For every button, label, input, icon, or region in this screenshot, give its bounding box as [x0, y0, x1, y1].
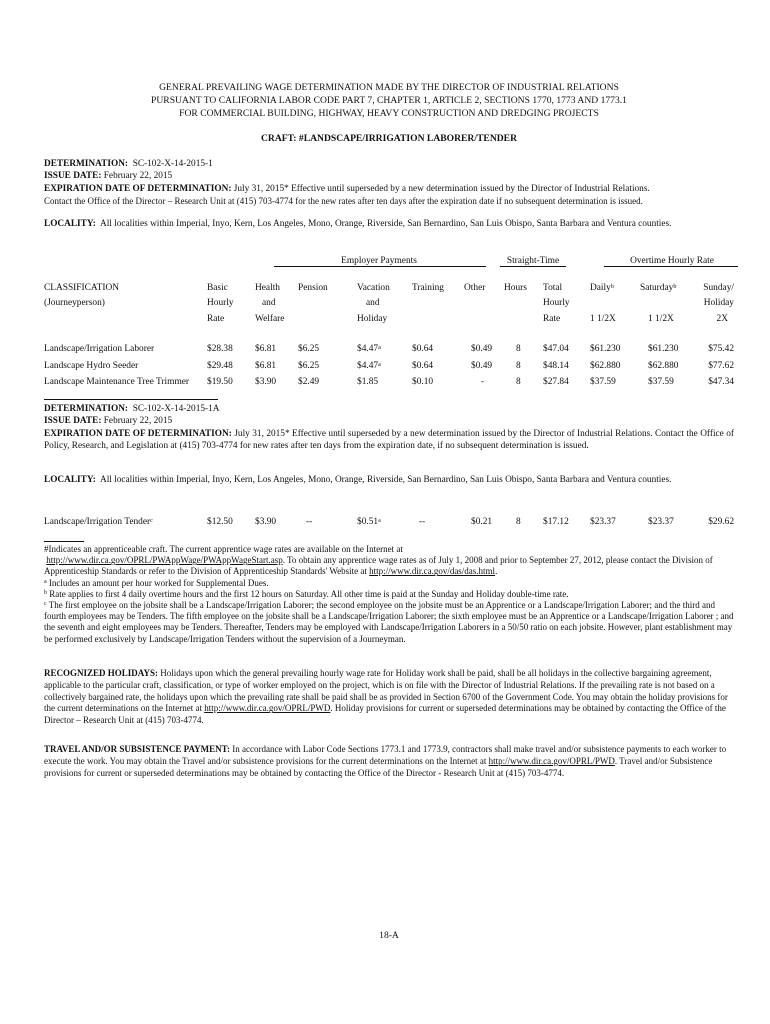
- row-classification-footnote: c: [150, 518, 153, 524]
- row-training: --: [419, 517, 426, 527]
- holidays-block: [44, 668, 734, 727]
- row-classification: Landscape Hydro Seeder: [44, 361, 139, 371]
- row-health: $3.90: [255, 517, 277, 527]
- das-link[interactable]: http://www.dir.ca.gov/das/das.html: [369, 566, 496, 577]
- row-total: $48.14: [543, 361, 569, 371]
- determination-2-line: [44, 403, 734, 415]
- row-classification: [44, 516, 153, 528]
- group-header-employer-payments: Employer Payments: [341, 256, 417, 266]
- col-basic-1: Basic: [207, 283, 228, 293]
- col-vacation-2: and: [366, 298, 380, 308]
- group-header-overtime: Overtime Hourly Rate: [630, 256, 714, 266]
- locality-2-block: [44, 474, 734, 486]
- row-vacation: [357, 516, 381, 528]
- row-daily: $61.230: [590, 344, 621, 354]
- determination-label: DETERMINATION:: [44, 404, 129, 414]
- col-sunday-2: Holiday: [703, 298, 734, 308]
- row-health: $3.90: [255, 377, 277, 387]
- row-total: $17.12: [543, 517, 569, 527]
- locality-value: All localities within Imperial, Inyo, Kern, Los Angeles, Mono, Orange, Riverside, San Bernardino, San Luis Obispo, Santa Barbara and Ventura counties.: [99, 475, 672, 485]
- footnote-hash-end: .: [495, 566, 498, 577]
- footnote-c-marker: c: [44, 601, 47, 608]
- footnote-b-text: Rate applies to first 4 daily overtime hours and the first 12 hours on Saturday. All other time is paid at the Sunday and Holiday double-time rate.: [49, 588, 569, 599]
- travel-label: TRAVEL AND/OR SUBSISTENCE PAYMENT:: [44, 744, 230, 754]
- row-vacation-value: $1.85: [357, 377, 379, 387]
- row-vacation-value: $0.51: [357, 517, 379, 527]
- craft-title: CRAFT: #LANDSCAPE/IRRIGATION LABORER/TENDER: [260, 133, 518, 144]
- issue-date-line: [44, 170, 734, 182]
- determination-value: SC-102-X-14-2015-1A: [132, 404, 220, 414]
- expiration-label: EXPIRATION DATE OF DETERMINATION:: [44, 183, 232, 194]
- contact-line: Contact the Office of the Director – Research Unit at (415) 703-4774 for the new rates after ten days after the expiration date if no subsequent determination is issued.: [44, 196, 643, 207]
- row-basic: $29.48: [207, 361, 233, 371]
- issue-date-label: ISSUE DATE:: [44, 171, 102, 182]
- col-total-1: Total: [543, 283, 563, 293]
- group-header-straight-time: Straight-Time: [506, 256, 560, 266]
- row-vacation: [357, 376, 378, 388]
- row-sunday: $47.34: [708, 377, 734, 387]
- col-classification: CLASSIFICATION: [44, 283, 120, 293]
- col-vacation-1: Vacation: [357, 283, 390, 293]
- col-basic-3: Rate: [207, 314, 225, 324]
- row-pension: $2.49: [298, 377, 320, 387]
- footnote-c-text: The first employee on the jobsite shall be a Landscape/Irrigation Laborer; the second employee on the jobsite must be an Apprentice or a Landscape/Irrigation Laborer; and the third and fourth employees may be Tenders. The fifth employee on the jobsite shall be a Landscape/Irrigation Laborer; the sixth employee must be an Apprentice or a Landscape/Irrigation Laborer ; and the seventh and eight employees may be Tenders. Thereafter, Tenders may be employed with Landscape/Irrigation Laborers in a 50/50 ratio on each jobsite. However, plant establishment may be performed exclusively by Landscape/Irrigation Tenders without the supervision of a Journeyman.: [44, 600, 734, 644]
- locality-label: LOCALITY:: [44, 475, 96, 485]
- col-other: Other: [464, 283, 486, 293]
- row-pension: $6.25: [298, 361, 320, 371]
- footnote-c: [44, 600, 734, 645]
- row-hours: 8: [516, 361, 521, 371]
- col-saturday: [640, 282, 676, 294]
- row-health: $6.81: [255, 361, 277, 371]
- row-classification-value: Landscape/Irrigation Tender: [44, 517, 151, 527]
- row-sunday: $75.42: [708, 344, 734, 354]
- expiration-value: July 31, 2015* Effective until superseded by a new determination issued by the Director of Industrial Relations. Contact the Office of Policy, Research, and Legislation at (415) 703-4774 for new rates after ten days from the expiration date, if no subsequent determination is issued.: [44, 428, 735, 452]
- col-daily-footnote: b: [610, 284, 614, 290]
- row-daily: $23.37: [590, 517, 616, 527]
- travel-link[interactable]: http://www.dir.ca.gov/OPRL/PWD: [488, 755, 615, 766]
- page-number: 18-A: [379, 930, 399, 941]
- row-training: $0.64: [412, 344, 434, 354]
- row-classification: Landscape/Irrigation Laborer: [44, 344, 155, 354]
- row-daily: $37.59: [590, 377, 616, 387]
- row-total: $27.84: [543, 377, 569, 387]
- row-vacation-value: $4.47: [357, 344, 379, 354]
- col-sunday-1: Sunday/: [703, 283, 734, 293]
- row-hours: 8: [516, 344, 521, 354]
- issue-date-label: ISSUE DATE:: [44, 416, 102, 427]
- footnotes-block: [44, 544, 734, 645]
- footnote-a-text: Includes an amount per hour worked for Supplemental Dues.: [48, 577, 269, 588]
- locality-label: LOCALITY:: [44, 219, 96, 229]
- row-sunday: $29.62: [708, 517, 734, 527]
- col-health-1: Health: [255, 283, 280, 293]
- col-training: Training: [412, 283, 444, 293]
- footnote-hash: [44, 544, 734, 578]
- row-training: $0.64: [412, 361, 434, 371]
- col-vacation-3: Holiday: [357, 314, 388, 324]
- col-daily-label: Daily: [590, 283, 611, 293]
- apprentice-wage-link[interactable]: http://www.dir.ca.gov/OPRL/PWAppWage/PWAppWageStart.asp: [46, 555, 283, 566]
- row-saturday: $61.230: [648, 344, 679, 354]
- determination-label: DETERMINATION:: [44, 159, 129, 169]
- col-total-3: Rate: [543, 314, 561, 324]
- row-classification: Landscape Maintenance Tree Trimmer: [44, 377, 190, 387]
- row-vacation-footnote: a: [378, 362, 381, 368]
- header-line-1: GENERAL PREVAILING WAGE DETERMINATION MADE BY THE DIRECTOR OF INDUSTRIAL RELATIONS: [159, 82, 619, 93]
- row-basic: $28.38: [207, 344, 233, 354]
- travel-block: [44, 744, 734, 779]
- issue-date-value: February 22, 2015: [103, 416, 173, 427]
- col-health-2: and: [262, 298, 276, 308]
- row-other: $0.49: [471, 361, 493, 371]
- row-hours: 8: [516, 517, 521, 527]
- col-saturday-label: Saturday: [640, 283, 674, 293]
- row-training: $0.10: [412, 377, 434, 387]
- issue-date-value: February 22, 2015: [103, 171, 173, 182]
- row-daily: $62.880: [590, 361, 621, 371]
- footnote-divider: [44, 541, 84, 542]
- travel-text-1: In accordance with Labor Code Sections 1773.1 and 1773.9, contractors shall make travel and/or subsistence payments to each worker to execute the work. You may obtain the Travel and/or subsistence provisions for the current determinations on the Internet at: [44, 744, 727, 766]
- col-daily-rate: 1 1/2X: [590, 314, 616, 324]
- footnote-b-marker: b: [44, 589, 47, 596]
- header-line-3: FOR COMMERCIAL BUILDING, HIGHWAY, HEAVY CONSTRUCTION AND DREDGING PROJECTS: [179, 108, 599, 119]
- row-health: $6.81: [255, 344, 277, 354]
- holidays-label: RECOGNIZED HOLIDAYS:: [44, 668, 158, 678]
- row-pension: $6.25: [298, 344, 320, 354]
- col-saturday-rate: 1 1/2X: [648, 314, 674, 324]
- col-basic-2: Hourly: [207, 298, 234, 308]
- footnote-a-marker: a: [44, 578, 47, 585]
- col-pension: Pension: [298, 283, 328, 293]
- underline-employer-payments: [274, 266, 486, 267]
- col-hours: Hours: [504, 283, 527, 293]
- row-basic: $19.50: [207, 377, 233, 387]
- holidays-text-1: Holidays upon which the general prevailing hourly wage rate for Holiday work shall be paid, shall be all holidays in the collective bargaining agreement, applicable to the particular craft, classification, or type of worker employed on the project, which is on file with the Director of Industrial Relations. If the prevailing rate is not based on a collectively bargained rate, the holidays upon which the prevailing rate shall be paid shall be as provided in Section 6700 of the Government Code. You may obtain the holiday provisions for the current determinations on the Internet at: [44, 668, 728, 714]
- footnote-hash-cont: . To obtain any apprentice wage rates as of July 1, 2008 and prior to September 27, 2012, please contact the Division of Apprenticeship Standards or refer to the Division of Apprenticeship Standards' Website at: [44, 555, 713, 577]
- determination-1-line: [44, 158, 734, 170]
- row-vacation-footnote: a: [378, 345, 381, 351]
- issue-date-line: [44, 415, 734, 427]
- holidays-link[interactable]: http://www.dir.ca.gov/OPRL/PWD: [204, 703, 331, 714]
- footnote-a: [44, 578, 734, 589]
- expiration-value: July 31, 2015* Effective until superseded by a new determination issued by the Director of Industrial Relations.: [233, 183, 650, 194]
- expiration-label: EXPIRATION DATE OF DETERMINATION:: [44, 428, 232, 439]
- underline-overtime: [604, 266, 738, 267]
- footnote-b: [44, 589, 734, 600]
- col-total-2: Hourly: [543, 298, 570, 308]
- row-basic: $12.50: [207, 517, 233, 527]
- row-saturday: $62.880: [648, 361, 679, 371]
- row-total: $47.04: [543, 344, 569, 354]
- col-saturday-footnote: b: [673, 284, 677, 290]
- row-other: $0.49: [471, 344, 493, 354]
- determination-value: SC-102-X-14-2015-1: [132, 159, 213, 169]
- row-hours: 8: [516, 377, 521, 387]
- row-vacation-value: $4.47: [357, 361, 379, 371]
- expiration-line: [44, 428, 734, 453]
- header-line-2: PURSUANT TO CALIFORNIA LABOR CODE PART 7, CHAPTER 1, ARTICLE 2, SECTIONS 1770, 1773 AND 1773.1: [151, 95, 627, 106]
- row-pension: --: [306, 517, 313, 527]
- holidays-text-2: . Holiday provisions for current or superseded determinations may be obtained by contacting the Office of the Director – Research Unit at (415) 703-4774.: [44, 703, 726, 726]
- determination-1-block: [44, 158, 734, 208]
- section-divider: [44, 399, 218, 400]
- footnote-hash-text: #Indicates an apprenticeable craft. The current apprentice wage rates are available on the Internet at: [44, 544, 403, 554]
- row-vacation: [357, 360, 381, 372]
- row-saturday: $37.59: [648, 377, 674, 387]
- row-saturday: $23.37: [648, 517, 674, 527]
- col-journeyperson: (Journeyperson): [44, 298, 105, 308]
- col-sunday-3: 2X: [716, 314, 728, 324]
- row-other: -: [481, 377, 485, 387]
- determination-2-block: [44, 403, 734, 453]
- col-health-3: Welfare: [255, 314, 285, 324]
- travel-text-2: . Travel and/or Subsistence provisions for current or superseded determinations may be obtained by contacting the Office of the Director - Research Unit at (415) 703-4774.: [44, 755, 713, 778]
- row-sunday: $77.62: [708, 361, 734, 371]
- row-vacation-footnote: a: [378, 518, 381, 524]
- underline-straight-time: [500, 266, 566, 267]
- locality-value: All localities within Imperial, Inyo, Kern, Los Angeles, Mono, Orange, Riverside, San Bernardino, San Luis Obispo, Santa Barbara and Ventura counties.: [99, 219, 672, 229]
- row-other: $0.21: [471, 517, 493, 527]
- col-daily: [590, 282, 614, 294]
- locality-1-block: [44, 218, 734, 230]
- expiration-line: [44, 183, 734, 195]
- row-vacation: [357, 343, 381, 355]
